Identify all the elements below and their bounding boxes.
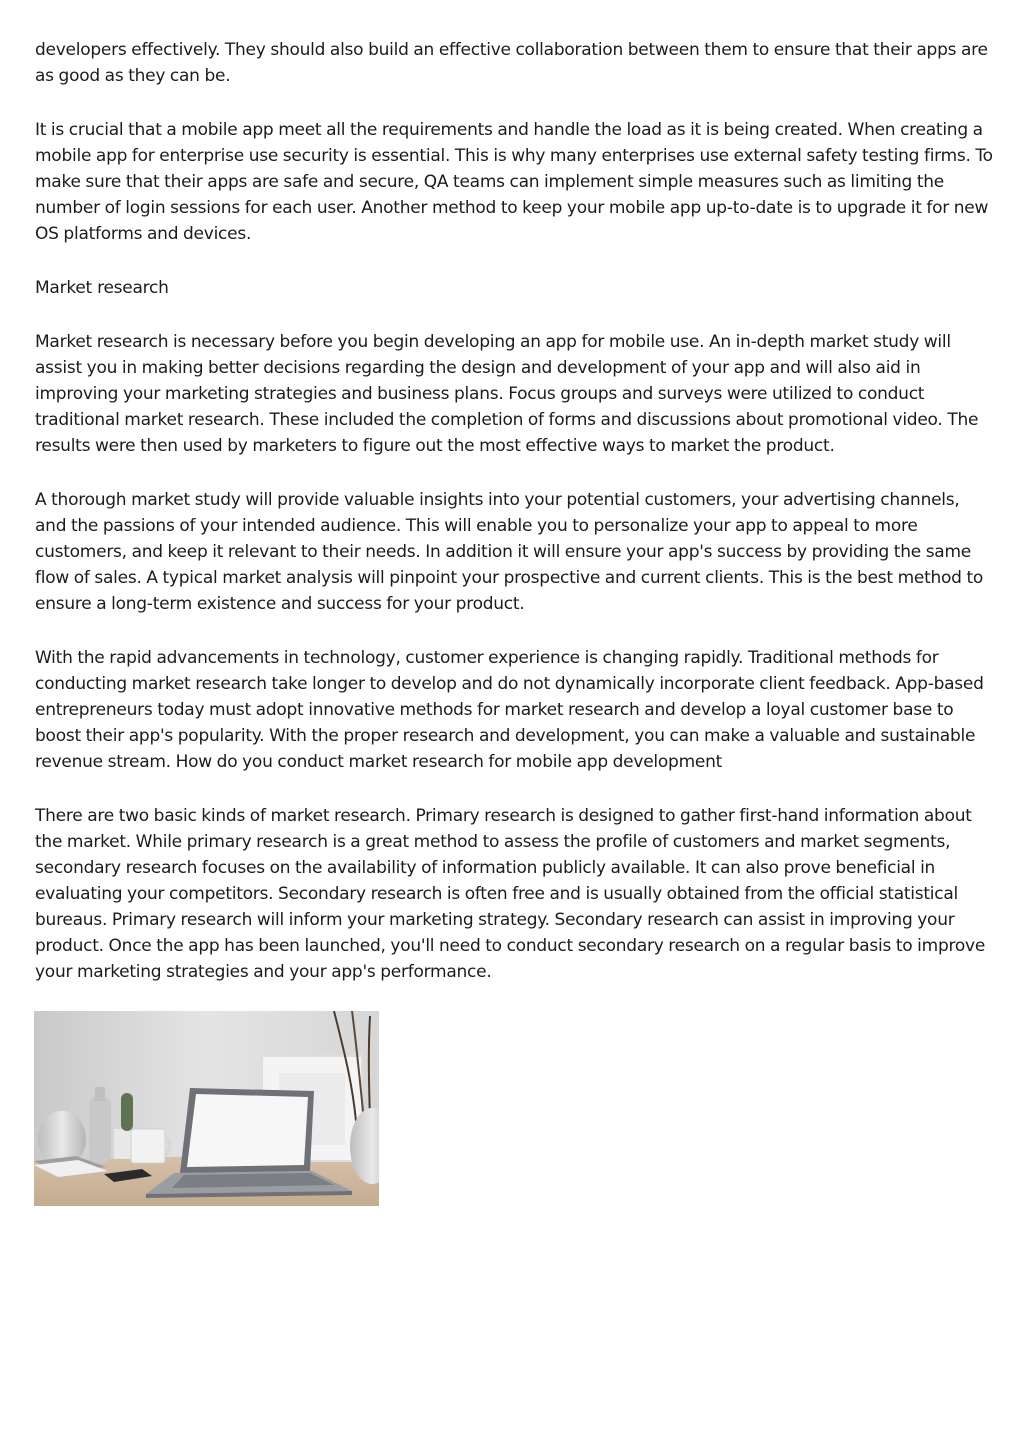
paragraph-collaboration: developers effectively. They should also build an effective collaboration between them to ensure that their apps are as good as they can be.: [35, 40, 988, 86]
paragraph-primary-secondary-research: There are two basic kinds of market research. Primary research is designed to gather first-hand information about the market. While primary research is a great method to assess the profile of customers and market segments, secondary research focuses on the availability of information publicly available. It can also prove beneficial in evaluating your competitors. Secondary research is often free and is usually obtained from the official statistical bureaus. Primary research will inform your marketing strategy. Secondary research can assist in improving your product. Once the app has been launched, you'll need to conduct secondary research on a regular basis to improve your marketing strategies and your app's performance.: [35, 806, 986, 982]
section-heading-market-research: Market research: [35, 278, 169, 298]
paragraph-market-study-insights: A thorough market study will provide valuable insights into your potential customers, your advertising channels, and the passions of your intended audience. This will enable you to personalize your app to appeal to more customers, and keep it relevant to their needs. In addition it will ensure your app's success by providing the same flow of sales. A typical market analysis will pinpoint your prospective and current clients. This is the best method to ensure a long-term existence and success for your product.: [35, 490, 984, 614]
paragraph-technology-advancements: With the rapid advancements in technology, customer experience is changing rapidly. Traditional methods for conducting market research take longer to develop and do not dynamically incorporate client feedback. App-based entrepreneurs today must adopt innovative methods for market research and develop a loyal customer base to boost their app's popularity. With the proper research and development, you can make a valuable and sustainable revenue stream. How do you conduct market research for mobile app development: [35, 648, 984, 772]
paragraph-market-research-intro: Market research is necessary before you begin developing an app for mobile use. An in-depth market study will assist you in making better decisions regarding the design and development of your app and will also aid in improving your marketing strategies and business plans. Focus groups and surveys were utilized to conduct traditional market research. These included the completion of forms and discussions about promotional video. The results were then used by marketers to figure out the most effective ways to market the product.: [35, 332, 979, 456]
laptop-on-desk-photo: [34, 1011, 379, 1206]
article-body: [35, 37, 993, 1013]
paragraph-security: It is crucial that a mobile app meet all the requirements and handle the load as it is being created. When creating a mobile app for enterprise use security is essential. This is why many enterprises use external safety testing firms. To make sure that their apps are safe and secure, QA teams can implement simple measures such as limiting the number of login sessions for each user. Another method to keep your mobile app up-to-date is to upgrade it for new OS platforms and devices.: [35, 120, 993, 244]
